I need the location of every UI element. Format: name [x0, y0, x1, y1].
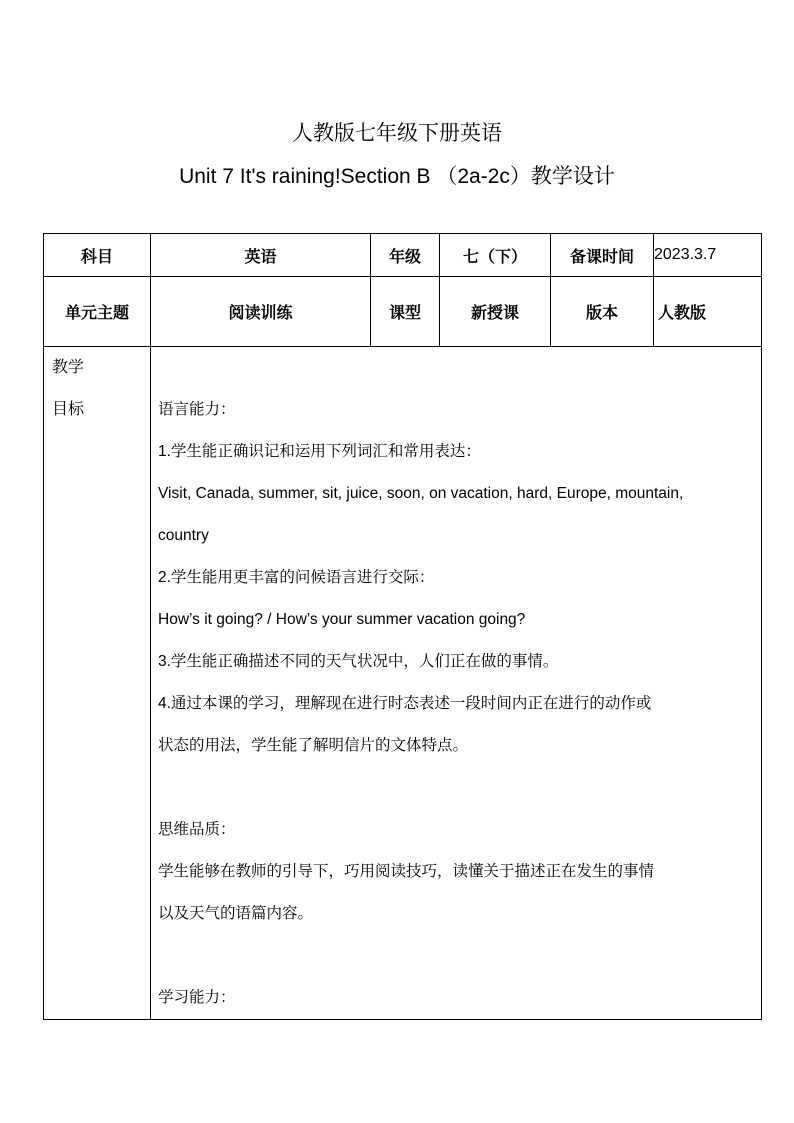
learning-ability-heading: 学习能力：: [158, 989, 236, 1006]
subject-label: 科目: [44, 234, 151, 277]
goal-item-2-expressions: How’s it going? / How’s your summer vacation going?: [158, 611, 526, 628]
unit-theme-value: 阅读训练: [151, 277, 371, 347]
goal-item-3: 3.学生能正确描述不同的天气状况中，人们正在做的事情。: [158, 653, 559, 670]
goal-item-2: 2.学生能用更丰富的问候语言进行交际：: [158, 569, 435, 586]
lesson-plan-table: [43, 233, 762, 1020]
grade-label: 年级: [371, 234, 440, 277]
edition-value: 人教版: [654, 277, 762, 347]
teaching-goals-content: [151, 347, 762, 1020]
table-row: [44, 277, 762, 347]
table-row: [44, 347, 762, 1020]
unit-theme-label: 单元主题: [44, 277, 151, 347]
goals-label-line1: 教学: [52, 359, 85, 376]
teaching-goals-label: [44, 347, 151, 1020]
goal-item-1: 1.学生能正确识记和运用下列词汇和常用表达：: [158, 443, 481, 460]
document-title: 人教版七年级下册英语: [292, 122, 502, 145]
table-row: [44, 234, 762, 277]
thinking-quality-heading: 思维品质：: [158, 821, 236, 838]
language-ability-heading: 语言能力：: [158, 401, 236, 418]
goal-item-1-vocab-cont: country: [158, 527, 209, 544]
prep-time-value: 2023.3.7: [654, 234, 762, 277]
goal-item-4-cont: 状态的用法，学生能了解明信片的文体特点。: [158, 737, 469, 754]
grade-value: 七（下）: [440, 234, 551, 277]
document-subtitle: Unit 7 It's raining!Section B （2a-2c）教学设计: [179, 165, 615, 188]
subject-value: 英语: [151, 234, 371, 277]
edition-label: 版本: [551, 277, 654, 347]
prep-time-label: 备课时间: [551, 234, 654, 277]
thinking-quality-text-cont: 以及天气的语篇内容。: [158, 905, 314, 922]
goal-item-1-vocab: Visit, Canada, summer, sit, juice, soon, on vacation, hard, Europe, mountain,: [158, 485, 684, 502]
thinking-quality-text: 学生能够在教师的引导下，巧用阅读技巧，读懂关于描述正在发生的事情: [158, 863, 655, 880]
lesson-type-value: 新授课: [440, 277, 551, 347]
goals-label-line2: 目标: [52, 401, 85, 418]
goal-item-4: 4.通过本课的学习，理解现在进行时态表述一段时间内正在进行的动作或: [158, 695, 652, 712]
lesson-type-label: 课型: [371, 277, 440, 347]
